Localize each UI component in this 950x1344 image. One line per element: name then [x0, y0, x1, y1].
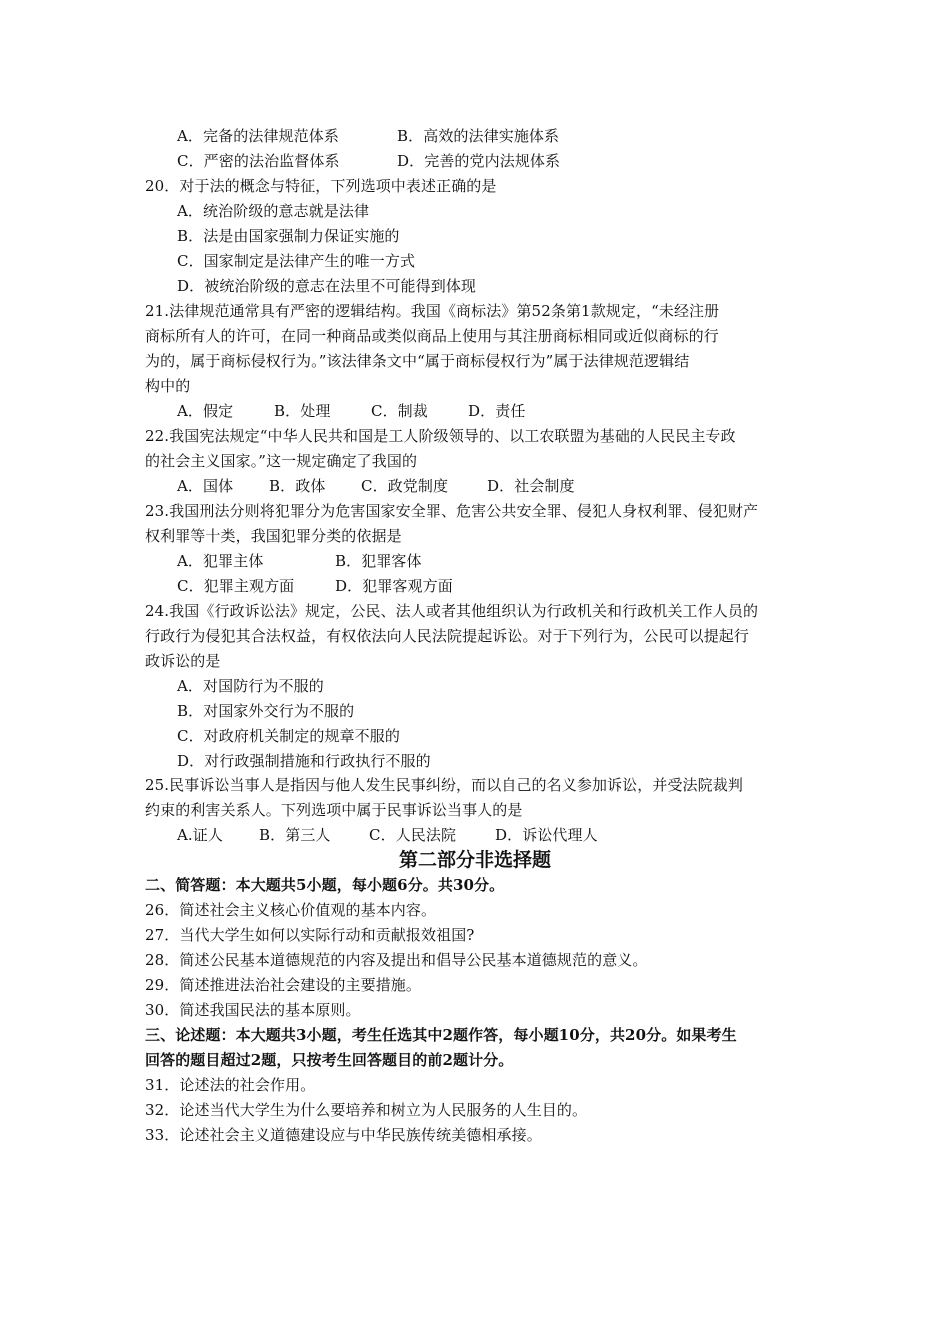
q26: 26．简述社会主义核心价值观的基本内容。 — [145, 901, 437, 919]
q29: 29．简述推进法治社会建设的主要措施。 — [145, 976, 421, 994]
q21-option-b: B．处理 — [274, 402, 331, 420]
q21-option-c: C．制裁 — [371, 402, 428, 420]
q22-stem-line1: 22.我国宪法规定“中华人民共和国是工人阶级领导的、以工农联盟为基础的人民民主专政 — [145, 427, 736, 445]
section2-heading: 二、简答题：本大题共5小题，每小题6分。共30分。 — [145, 876, 505, 894]
q19-option-d: D．完善的党内法规体系 — [397, 152, 561, 170]
q20-option-a: A．统治阶级的意志就是法律 — [177, 202, 370, 220]
q21-stem-line4: 构中的 — [145, 377, 191, 395]
q20-option-b: B．法是由国家强制力保证实施的 — [177, 227, 400, 245]
q19-option-a: A．完备的法律规范体系 — [177, 127, 339, 145]
q22-option-b: B．政体 — [269, 477, 326, 495]
q25-stem-line2: 约束的利害关系人。下列选项中属于民事诉讼当事人的是 — [145, 801, 523, 819]
q23-stem-line2: 权利罪等十类，我国犯罪分类的依据是 — [145, 527, 402, 545]
q24-option-d: D．对行政强制措施和行政执行不服的 — [177, 752, 431, 770]
q33: 33．论述社会主义道德建设应与中华民族传统美德相承接。 — [145, 1126, 542, 1144]
part2-title: 第二部分非选择题 — [398, 849, 551, 871]
q25-options — [177, 824, 598, 846]
q28: 28．简述公民基本道德规范的内容及提出和倡导公民基本道德规范的意义。 — [145, 951, 648, 969]
q23-option-d: D．犯罪客观方面 — [335, 577, 453, 595]
q24-stem-line3: 政诉讼的是 — [145, 652, 221, 670]
q23-options-row2 — [177, 575, 453, 597]
q24-option-b: B．对国家外交行为不服的 — [177, 702, 355, 720]
q25-option-b: B．第三人 — [259, 826, 331, 844]
q23-option-b: B．犯罪客体 — [335, 552, 422, 570]
q20-stem: 20．对于法的概念与特征，下列选项中表述正确的是 — [145, 177, 497, 195]
q19-option-b: B．高效的法律实施体系 — [397, 127, 560, 145]
q21-stem-line2: 商标所有人的许可，在同一种商品或类似商品上使用与其注册商标相同或近似商标的行 — [145, 327, 719, 345]
q20-option-d: D．被统治阶级的意志在法里不可能得到体现 — [177, 277, 477, 295]
q21-stem-line3: 为的，属于商标侵权行为。”该法律条文中“属于商标侵权行为”属于法律规范逻辑结 — [145, 352, 690, 370]
q25-option-c: C．人民法院 — [369, 826, 457, 844]
q25-option-a: A.证人 — [177, 826, 224, 844]
q23-options-row1 — [177, 550, 422, 572]
q24-option-a: A．对国防行为不服的 — [177, 677, 324, 695]
q19-options-row1 — [177, 125, 559, 147]
q30: 30．简述我国民法的基本原则。 — [145, 1001, 361, 1019]
q21-option-a: A．假定 — [177, 402, 234, 420]
section3-heading-line2: 回答的题目超过2题，只按考生回答题目的前2题计分。 — [145, 1051, 514, 1069]
q25-stem-line1: 25.民事诉讼当事人是指因与他人发生民事纠纷，而以自己的名义参加诉讼，并受法院裁判 — [145, 776, 743, 794]
q27: 27．当代大学生如何以实际行动和贡献报效祖国? — [145, 926, 475, 944]
q31: 31．论述法的社会作用。 — [145, 1076, 316, 1094]
q22-option-a: A．国体 — [177, 477, 234, 495]
q22-stem-line2: 的社会主义国家。”这一规定确定了我国的 — [145, 452, 418, 470]
q24-stem-line2: 行政行为侵犯其合法权益，有权依法向人民法院提起诉讼。对于下列行为，公民可以提起行 — [145, 627, 750, 645]
q19-options-row2 — [177, 150, 560, 172]
q23-option-a: A．犯罪主体 — [177, 552, 264, 570]
q24-option-c: C．对政府机关制定的规章不服的 — [177, 727, 400, 745]
q25-option-d: D．诉讼代理人 — [495, 826, 598, 844]
q23-option-c: C．犯罪主观方面 — [177, 577, 295, 595]
q22-option-c: C．政党制度 — [361, 477, 449, 495]
q19-option-c: C．严密的法治监督体系 — [177, 152, 340, 170]
q22-options — [177, 475, 575, 497]
q32: 32．论述当代大学生为什么要培养和树立为人民服务的人生目的。 — [145, 1101, 588, 1119]
q21-option-d: D．责任 — [468, 402, 526, 420]
q23-stem-line1: 23.我国刑法分则将犯罪分为危害国家安全罪、危害公共安全罪、侵犯人身权利罪、侵犯财产 — [145, 502, 759, 520]
q22-option-d: D．社会制度 — [487, 477, 575, 495]
section3-heading-line1: 三、论述题：本大题共3小题，考生任选其中2题作答，每小题10分，共20分。如果考生 — [145, 1026, 737, 1044]
q20-option-c: C．国家制定是法律产生的唯一方式 — [177, 252, 416, 270]
q21-stem-line1: 21.法律规范通常具有严密的逻辑结构。我国《商标法》第52条第1款规定，“未经注册 — [145, 302, 720, 320]
q21-options — [177, 400, 525, 422]
q24-stem-line1: 24.我国《行政诉讼法》规定，公民、法人或者其他组织认为行政机关和行政机关工作人员的 — [145, 602, 759, 620]
